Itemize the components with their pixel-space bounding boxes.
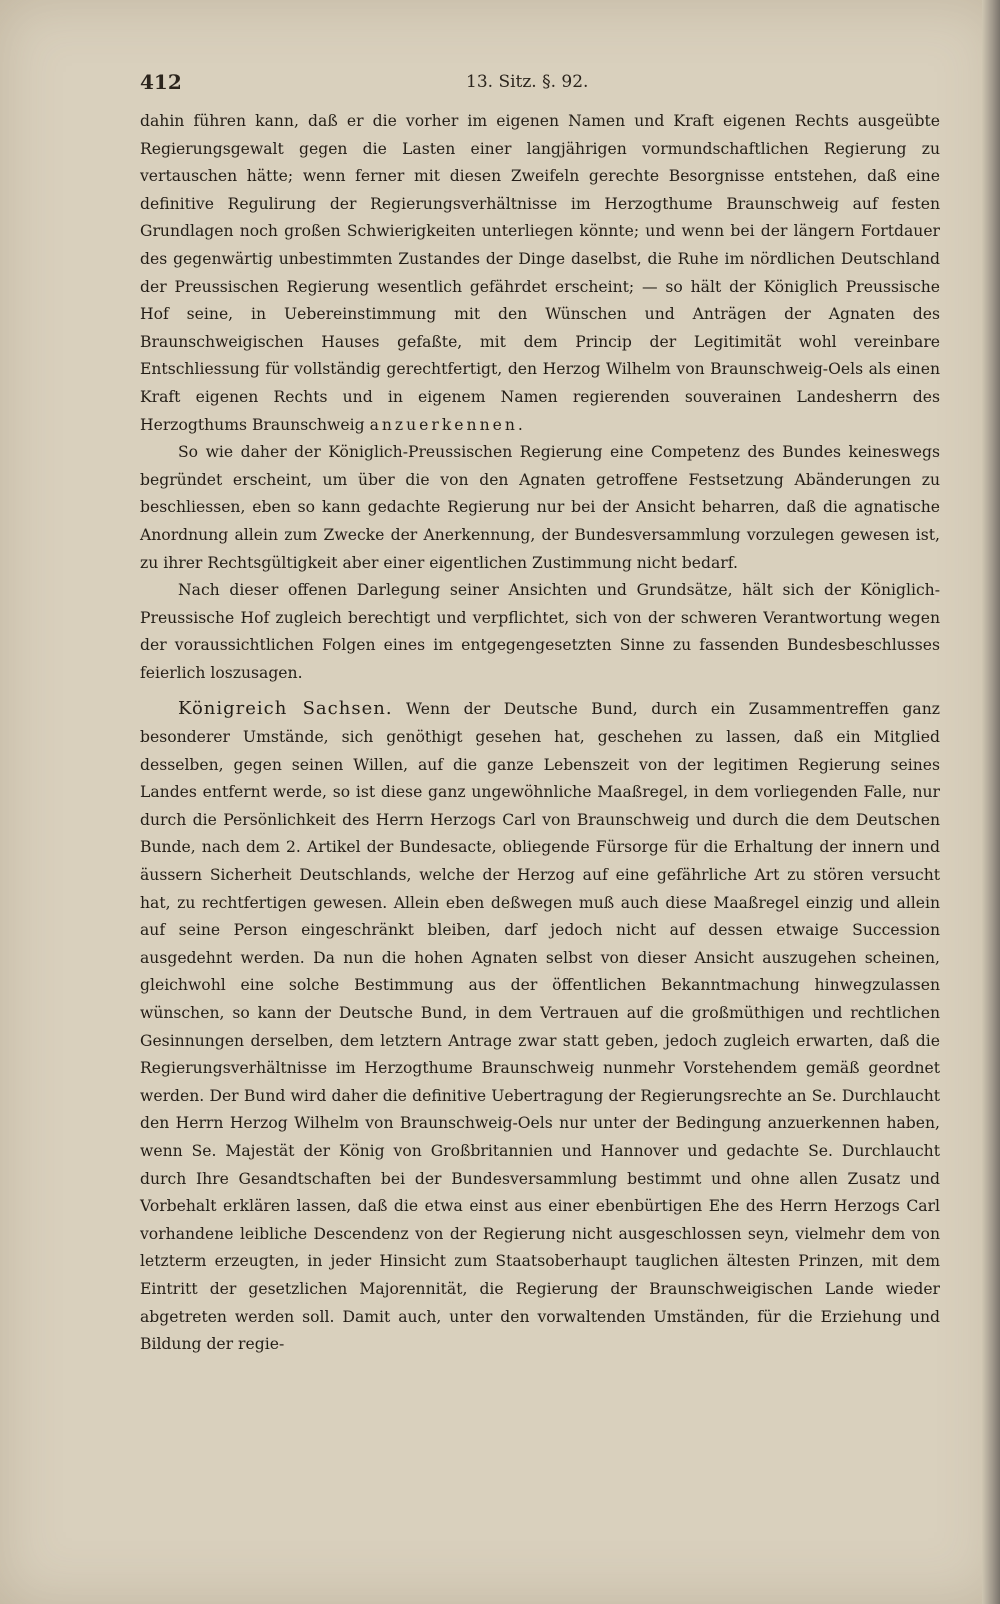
page-edge-shadow [982, 0, 1000, 1604]
section-saxony [140, 695, 940, 1358]
running-head: 13. Sitz. §. 92. [466, 72, 589, 92]
paragraph-1 [140, 108, 940, 439]
section-text: Wenn der Deutsche Bund, durch ein Zusammentreffen ganz besonderer Umstände, sich genöthigt gesehen hat, geschehen zu lassen, daß ein Mitglied desselben, gegen seinen Willen, auf die ganze Lebenszeit von der legitimen Regierung seines Landes entfernt werde, so ist diese ganz ungewöhnliche Maaßregel, in dem vorliegenden Falle, nur durch die Persönlichkeit des Herrn Herzogs Carl von Braunschweig und durch die dem Deutschen Bunde, nach dem 2. Artikel der Bundesacte, obliegende Fürsorge für die Erhaltung der innern und äussern Sicherheit Deutschlands, welche der Herzog auf eine gefährliche Art zu stören versucht hat, zu rechtfertigen gewesen. Allein eben deßwegen muß auch diese Maaßregel einzig und allein auf seine Person eingeschränkt bleiben, darf jedoch nicht auf dessen etwaige Succession ausgedehnt werden. Da nun die hohen Agnaten selbst von dieser Ansicht auszugehen scheinen, gleichwohl eine solche Bestimmung aus der öffentlichen Bekanntmachung hinwegzulassen wünschen, so kann der Deutsche Bund, in dem Vertrauen auf die großmüthigen und rechtlichen Gesinnungen derselben, dem letztern Antrage zwar statt geben, jedoch zugleich erwarten, daß die Regierungsverhältnisse im Herzogthume Braunschweig nunmehr Vorstehendem gemäß geordnet werden. Der Bund wird daher die definitive Uebertragung der Regierungsrechte an Se. Durchlaucht den Herrn Herzog Wilhelm von Braunschweig-Oels nur unter der Bedingung anzuerkennen haben, wenn Se. Majestät der König von Großbritannien und Hannover und gedachte Se. Durchlaucht durch Ihre Gesandtschaften bei der Bundesversammlung bestimmt und ohne allen Zusatz und Vorbehalt erklären lassen, daß die etwa einst aus einer ebenbürtigen Ehe des Herrn Herzogs Carl vorhandene leibliche Descendenz von der Regierung nicht ausgeschlossen seyn, vielmehr dem von letzterm erzeugten, in jeder Hinsicht zum Staatsoberhaupt tauglichen ältesten Prinzen, mit dem Eintritt der gesetzlichen Majorennität, die Regierung der Braunschweigischen Lande wieder abgetreten werden soll. Damit auch, unter den vorwaltenden Umständen, für die Erziehung und Bildung der regie- [140, 700, 940, 1354]
section-heading: Königreich Sachsen. [178, 698, 393, 720]
paragraph-1-text: dahin führen kann, daß er die vorher im eigenen Namen und Kraft eigenen Rechts ausgeübte Regierungsgewalt gegen die Lasten einer langjährigen vormundschaftlichen Regierung zu vertauschen hätte; wenn ferner mit diesen Zweifeln gerechte Besorgnisse entstehen, daß eine definitive Regulirung der Regierungsverhältnisse im Herzogthume Braunschweig auf festen Grundlagen noch großen Schwierigkeiten unterliegen könnte; und wenn bei der längern Fortdauer des gegenwärtig unbestimmten Zustandes der Dinge daselbst, die Ruhe im nördlichen Deutschland der Preussischen Regierung wesentlich gefährdet erscheint; — so hält der Königlich Preussische Hof seine, in Uebereinstimmung mit den Wünschen und Anträgen der Agnaten des Braunschweigischen Hauses gefaßte, mit dem Princip der Legitimität wohl vereinbare Entschliessung für vollständig gerechtfertigt, den Herzog Wilhelm von Braunschweig-Oels als einen Kraft eigenen Rechts und in eigenem Namen regierenden souverainen Landesherrn des Herzogthums Braunschweig [140, 112, 940, 434]
body-text [140, 108, 940, 1359]
paragraph-3: Nach dieser offenen Darlegung seiner Ansichten und Grundsätze, hält sich der Königlich-Preussische Hof zugleich berechtigt und verpflichtet, sich von der schweren Verantwortung wegen der voraussichtlichen Folgen eines im entgegengesetzten Sinne zu fassenden Bundesbeschlusses feierlich loszusagen. [140, 581, 940, 682]
page-header [140, 70, 940, 100]
paragraph-2: So wie daher der Königlich-Preussischen Regierung eine Competenz des Bundes keineswegs begründet erscheint, um über die von den Agnaten getroffene Festsetzung Abänderungen zu beschliessen, eben so kann gedachte Regierung nur bei der Ansicht beharren, daß die agnatische Anordnung allein zum Zwecke der Anerkennung, der Bundesversammlung vorzulegen gewesen ist, zu ihrer Rechtsgültigkeit aber einer eigentlichen Zustimmung nicht bedarf. [140, 443, 940, 572]
page-number: 412 [140, 70, 182, 94]
paragraph-1-spaced-word: anzuerkennen. [369, 415, 526, 434]
